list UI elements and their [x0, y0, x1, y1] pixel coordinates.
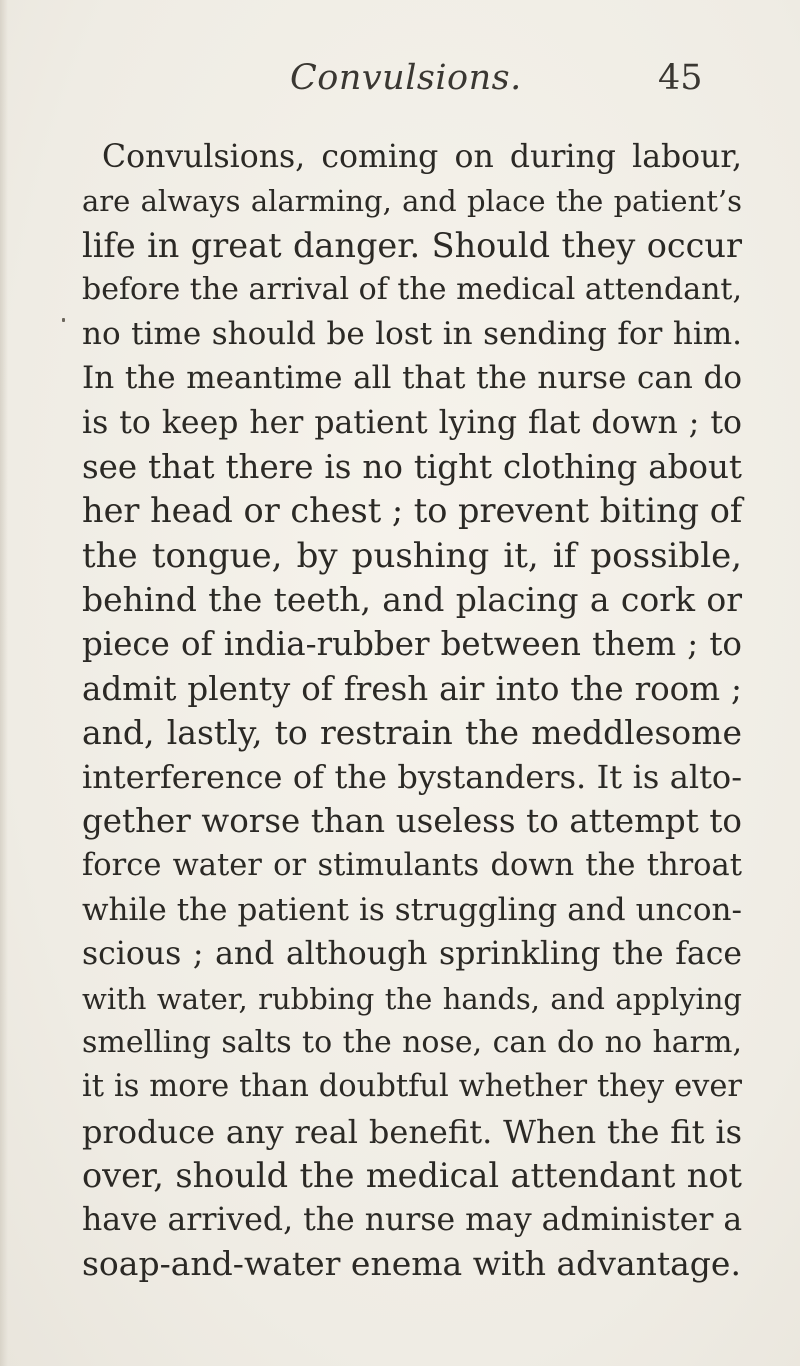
running-head	[0, 58, 800, 108]
text-line: is to keep her patient lying flat down ; to	[82, 404, 742, 441]
text-line: behind the teeth, and placing a cork or	[82, 579, 742, 619]
text-line: smelling salts to the nose, can do no harm,	[82, 1024, 742, 1060]
text-line: and, lastly, to restrain the meddlesome	[82, 712, 742, 752]
text-line: life in great danger. Should they occur	[82, 225, 742, 265]
text-line: interference of the bystanders. It is alto-	[82, 758, 742, 797]
text-line: Convulsions, coming on during labour,	[102, 139, 742, 175]
text-line: have arrived, the nurse may administer a	[82, 1202, 743, 1239]
text-line: piece of india-rubber between them ; to	[82, 625, 742, 664]
running-title: Convulsions.	[290, 58, 522, 98]
margin-mark	[62, 318, 65, 322]
text-line: the tongue, by pushing it, if possible,	[82, 535, 742, 576]
text-line: force water or stimulants down the throat	[82, 847, 742, 883]
text-line: are always alarming, and place the patient’s	[82, 184, 742, 219]
text-line: with water, rubbing the hands, and applying	[82, 981, 742, 1016]
text-line: no time should be lost in sending for him.	[82, 316, 742, 353]
text-line: In the meantime all that the nurse can do	[82, 360, 742, 397]
text-line: gether worse than useless to attempt to	[82, 802, 742, 841]
text-line: scious ; and although sprinkling the face	[82, 936, 742, 973]
text-line: before the arrival of the medical attendant,	[82, 271, 742, 307]
page-number: 45	[658, 58, 703, 98]
body-paragraph	[82, 135, 742, 1287]
page-gutter-edge	[0, 0, 8, 1366]
text-line: see that there is no tight clothing about	[82, 448, 742, 487]
text-line: while the patient is struggling and uncon-	[82, 892, 742, 929]
text-line: her head or chest ; to prevent biting of	[82, 491, 743, 531]
text-line: it is more than doubtful whether they ever	[82, 1069, 742, 1105]
text-line: soap-and-water enema with advantage.	[82, 1244, 741, 1284]
text-line: produce any real benefit. When the fit is	[82, 1112, 742, 1151]
text-line: admit plenty of fresh air into the room ;	[82, 669, 742, 708]
text-line: over, should the medical attendant not	[82, 1155, 742, 1195]
